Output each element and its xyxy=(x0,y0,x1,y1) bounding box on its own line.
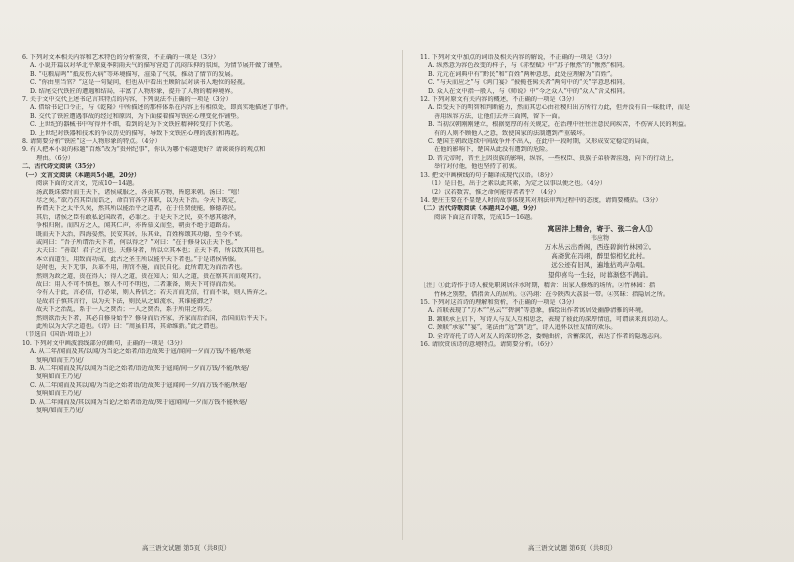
poem-line: 远公迹有旧风，遍地拈鸡声杂唱。 xyxy=(551,261,649,270)
text-line: 此所以为大学之道也。《诗》曰：“周虽旧邦，其命维新。”此之谓也。 xyxy=(36,323,222,330)
text-line: 故天下之治乱，系于一人之贤否；一人之贤否，系于所用之得失。 xyxy=(36,306,216,314)
text-line: 复响/如而王乃见/ xyxy=(36,356,84,364)
text-line: 阅读下面的文言文，完成10～14题。 xyxy=(36,180,139,188)
text-line: 然则欲治天下者，其必自修身始乎？修身而后齐家，齐家而后治国，治国而后平天下。 xyxy=(36,314,272,322)
text-line: D. 上世纪对铁器和技术的争议历史的描写，导致下文铁匠心理的波折和再起。 xyxy=(30,129,243,137)
text-line: 然则为政之道，贵在得人；得人之道，贵在知人；知人之道，贵在察其言而观其行。 xyxy=(36,272,265,280)
text-line: 复响如而王乃见/ xyxy=(36,390,82,398)
text-line: 今有人于此，言必信，行必果，则人皆信之；若夫言而无信，行而不果，则人皆弃之。 xyxy=(36,289,272,297)
text-line: D. 从二年闻而及/其以闻为当论/之始者语近故/死于寇闻间/一夕而万钱不能秋毫/ xyxy=(30,398,248,406)
text-line: A. 从二年/闻而及其/以闻/为当论之始者/语近故死于寇/闻间一夕而万钱/不能/秋毫 xyxy=(30,348,251,356)
text-line: B. 当初汉朝刚刚建立，根据宽厚的有关规定，在治理中往往注意民间疾苦，不伤害人民的利益。 xyxy=(428,121,691,129)
text-line: A. 臣受天下的明智和判断能力，然而其忠心由社稷归出方所行力此，但并没有自一味批评，而是 xyxy=(428,104,691,112)
poem-line: 万木丛云出香阁，西连碧涧竹林园②。 xyxy=(544,242,656,251)
text-line: 理由。（6分） xyxy=(36,154,74,162)
text-line: 争相归附。而四方之人，闻其仁声，亦皆慕义而至，朝贡不绝于道路焉。 xyxy=(36,222,234,230)
text-line: 6. 下列对文本相关内容和艺术特色的分析鉴赏，不正确的一项是（3分） xyxy=(22,54,220,61)
text-line: 其后，诸侯之臣有敢私论国政者，必罪之。于是天下之民，莫不感其德泽， xyxy=(36,213,241,221)
right-column xyxy=(420,54,780,532)
text-line: 7. 关于文中交代上述书记言其特点的内容，下列说法不正确的一项是（3分） xyxy=(22,96,232,104)
text-line: B. 从二年闻而及其/以闻为当论之始者/语近故死于寇闻/间一夕而万钱/不能/秋毫/ xyxy=(30,365,249,373)
text-line: 阅读下面这首诗歌，完成15～16题。 xyxy=(434,213,537,221)
poem-line: 高斋犹在冯翊，醉里惊相忆此村。 xyxy=(551,252,649,261)
text-line: 在他的影响下，楚国从此没有遭到的危险。 xyxy=(434,146,552,154)
text-line: D. 晋元帝时，晋主上因贵族的影响，纵容，一些权臣、贵族子弟骄奢淫逸，向下的行动上， xyxy=(428,154,678,162)
text-line: B. “屯粮肩鸣”“抵皮伤大病”等环境描写，渲染了气氛，推动了情节的发展。 xyxy=(30,70,237,78)
text-line: A. 纵然意为容色改变的样子，与《赤壁赋》中“苏子愀然”的“愀然”相同。 xyxy=(428,62,629,70)
column-divider xyxy=(402,50,403,540)
text-line: 15. 下列对这首诗的理解和赏析，不正确的一项是（3分） xyxy=(420,299,579,307)
text-line: 复响/如而王乃见/ xyxy=(36,407,84,415)
text-line: C. “与天而应之”与《鸿门宴》“披揽苍髯关者”两句中的“关”字意思相同。 xyxy=(428,79,629,87)
text-line: D. 众人在文中指一般人，与《师说》中“今之众人”中的“众人”含义相同。 xyxy=(428,87,629,95)
text-line: 汤武既诛桀纣而王天下，诸侯咸服之，各贡其方物，皆愿来朝。汤曰：“嘻！ xyxy=(36,188,244,196)
poem-author: 韦应物 xyxy=(590,234,609,242)
text-line: 14. 楚庄王要在不显楚人时的故事体现其对刑法审判过程中的态度，请简要概括。（3分） xyxy=(420,196,662,204)
text-line: 12. 下列对原文有关内容的概述，不正确的一项是（3分） xyxy=(420,96,579,104)
text-line: （节选自《国语·周语上》） xyxy=(22,331,96,339)
text-line: C. “你由里当官？”这是一句疑问，但也从中看出主顾阶层对读书人地位的轻视。 xyxy=(30,79,249,87)
text-line: B. 颔联承上启下，写诗人与友人互相思念，表现了彼此的深厚情谊，可谓读来真切动人。 xyxy=(428,315,672,323)
text-line: 大夫曰：“善哉！君子之言也。夫修身者，所以立其本也；正天下者，所以致其用也。 xyxy=(36,247,269,255)
text-line: 8. 请简要分析“铁匠”这一人物形象的特点。（4分） xyxy=(22,138,161,146)
poem-title: 寓居沣上精舍，寄于、张二舍人① xyxy=(547,224,653,234)
poem-block xyxy=(420,224,780,280)
page-footer-right: 高三语文试题 第6页（共8页） xyxy=(528,544,617,552)
poem-lines xyxy=(420,243,780,281)
text-line: 9. 有人把本小说的标题“百炼”改为“贵州纪事”，你认为哪个标题更好？请谈谈你的观点和 xyxy=(22,146,266,154)
text-line: B. 元元在词典中有“黔民”和“百姓”两种意思，此处应理解为“百姓”。 xyxy=(428,70,617,78)
text-line: 是时也，天下无事，兵革不用，刑罚不施，而民自化。此所谓无为而治者也。 xyxy=(36,264,247,272)
text-line: C. 上世纪的器械书中写得并不细，看到的是为下文铁匠精神转变打下伏笔。 xyxy=(30,121,237,129)
text-line: B. 交代了铁匠遭遇事故的经过和原因，为下面接着描写铁匠心理变化作铺垫。 xyxy=(30,112,243,120)
text-line: 本立而道生，用致而功成，此古之圣王所以能平天下者也。”于是诸侯皆服。 xyxy=(36,255,241,263)
text-line: C. 颈联“承家”“宴”，笔法由“远”到“近”，诗人追怀以往友情的欢乐。 xyxy=(428,324,617,332)
poem-line: 望仰喜鸟一生轻，时暮渐悠不满前。 xyxy=(548,270,652,279)
text-line: 复响如而王乃见/ xyxy=(36,373,82,381)
left-column xyxy=(22,54,387,532)
text-line: （1）是日也，出于之素以此其素，为定之以事以便之也。（4分） xyxy=(428,180,607,188)
text-line: A. 小说开篇以对华北平原夏季阴雨天气的描写营造了沉闷压抑的氛围，为情节展开做了铺垫。 xyxy=(30,62,286,70)
text-line: 二、古代诗文阅读（35分） xyxy=(22,163,99,171)
text-line: 16. 请欣赏该诗的意境特点。请简要分析。（6分） xyxy=(420,341,557,349)
text-line: D. 全诗寄托了诗人对友人的深切怀念，委婉曲折，含蓄深沉，表达了作者的隐逸志向。 xyxy=(428,332,666,340)
text-line: （2）汉若数苦，惟之命何能得者者乎？（4分） xyxy=(428,188,560,196)
right-questions-bottom xyxy=(420,282,780,349)
text-line: 既而天下大治，四海晏然，民安其居，乐其业，百姓称颂其功德，至今不衰。 xyxy=(36,230,247,238)
text-line: 善用纵容方法，让他们去并三面网，留下一面。 xyxy=(434,112,564,120)
text-line: ［注］①此诗作于诗人被免职闲居沣水时期，精舍：出家人修炼的场所。②竹林园：指 xyxy=(420,282,656,290)
text-line: 10. 下列对文中画波浪线部分的断句，正确的一项是（3分） xyxy=(22,339,187,347)
text-line: 是故君子慎其言行，以为天下法，则民从之如流水，其谁能御之？ xyxy=(36,297,216,305)
text-line: D. 结尾交代铁匠的遭遇和结局，丰富了人物形象，提升了人物的精神境界。 xyxy=(30,87,237,95)
text-line: C. 从二年闻而及其以闻/为当论之始者语/近故死于寇闻间一夕/而万钱不能/秋毫/ xyxy=(30,381,247,389)
text-line: （一）文言文阅读（本题共5小题，20分） xyxy=(22,171,141,179)
text-line: 11. 下列对文中加点的词语及相关内容的解说，不正确的一项是（3分） xyxy=(420,54,616,61)
text-line: 故曰：用人不可不慎也，察人不可不明也，二者兼备，则天下可得而治矣。 xyxy=(36,280,241,288)
text-line: 或问曰：“吾子所谓治天下者，何以得之？”对曰：“在于修身以正天下也。” xyxy=(36,238,238,246)
text-line: C. 楚国王朝政连续中间战争并不出入，在此中一段时期，又形成安定稳定的局面， xyxy=(428,138,654,146)
text-line: A. 首联表现了“万木”“丛云”“碧涧”等意象，描绘出作者寓居处幽静清雅的环境。 xyxy=(428,307,648,315)
page-footer-left: 高三语文试题 第5页（共8页） xyxy=(142,544,231,552)
text-line: 13. 把文中画横线的句子翻译成现代汉语。（8分） xyxy=(420,171,557,179)
text-line: A. 借给书记口令正，与《乾隆》中所描述的那样体系在内容上有相似处，即真实地描述了事件。 xyxy=(30,104,293,112)
text-line: （二）古代诗歌阅读（本题共2小题，9分） xyxy=(420,205,540,213)
text-line: 皆谓天下之太平久矣，然其所以能治平之道者，在于任贤使能，修德养民。 xyxy=(36,205,241,213)
text-line: 竹林之别墅，借指舍人的居所。③冯翊：在今陕西大荔县一带。④冥昧：指隐居之所。 xyxy=(434,290,670,298)
right-questions-top xyxy=(420,54,780,222)
text-line: 尽之矣。”欲乃召其臣而诰之，命百官各守其职，以为天下治。今天下既定， xyxy=(36,196,241,204)
text-line: 有的人则不顾他人之意，致使国家的法制遭到严重破坏。 xyxy=(434,129,589,137)
text-line: 举行对付他，他也坚持了初衷。 xyxy=(434,163,521,171)
